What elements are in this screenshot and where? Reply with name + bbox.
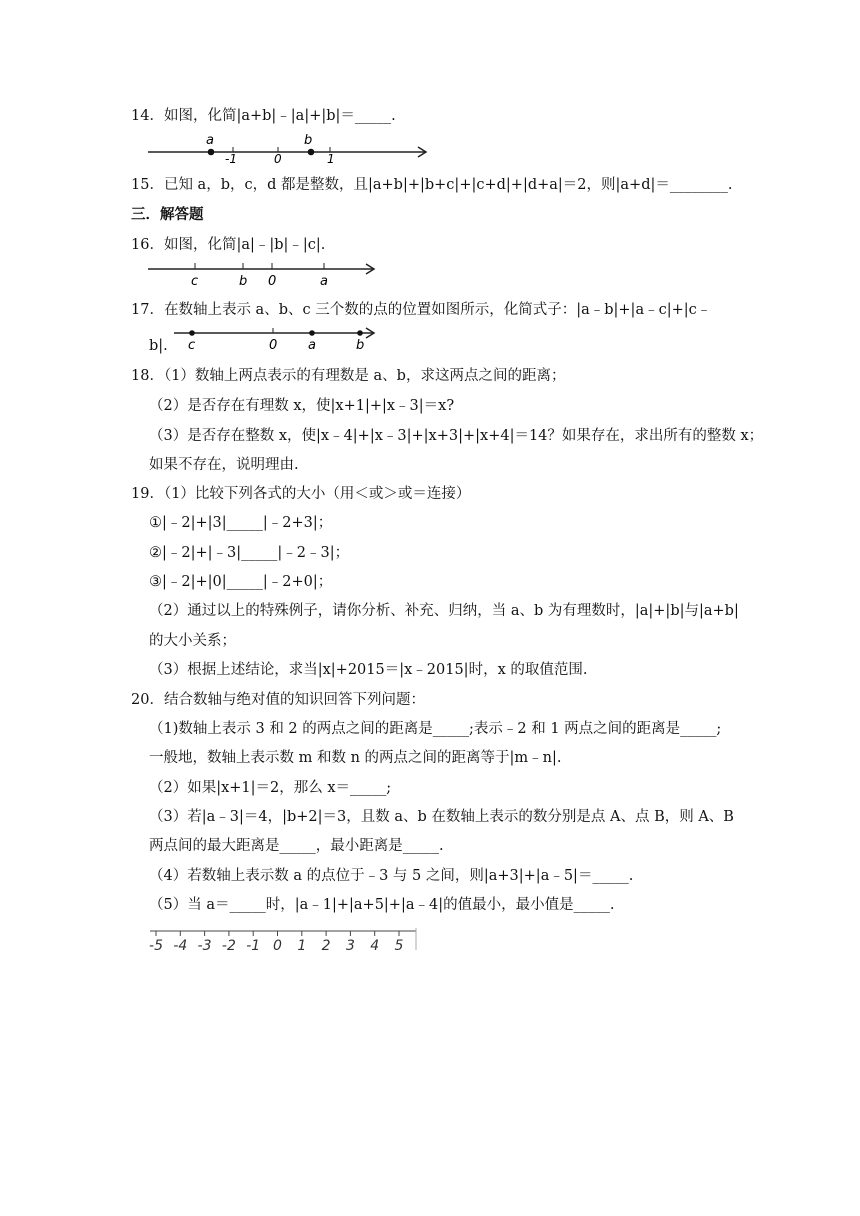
question-19-part3: （3）根据上述结论，求当|x|+2015＝|x﹣2015|时，x 的取值范围. [149, 662, 588, 678]
number-line-q16 [146, 258, 386, 290]
axis17-label-c: c [188, 338, 196, 353]
axis14-label-b: b [304, 133, 313, 148]
axis20-label: 2 [321, 938, 331, 954]
question-18-part2: （2）是否存在有理数 x，使|x+1|+|x﹣3|＝x? [149, 398, 455, 414]
question-20-part4: （4）若数轴上表示数 a 的点位于﹣3 与 5 之间，则|a+3|+|a﹣5|＝_____. [149, 868, 634, 884]
axis16-label-0: 0 [268, 274, 277, 289]
question-20-part3: （3）若|a﹣3|＝4，|b+2|＝3，且数 a、b 在数轴上表示的数分别是点 A、点 B，则 A、B [149, 809, 734, 825]
question-16: 16．如图，化简|a|﹣|b|﹣|c|. [131, 237, 326, 253]
axis20-label: 0 [273, 938, 282, 954]
question-18-part1: 18．（1）数轴上两点表示的有理数是 a、b，求这两点之间的距离； [131, 368, 566, 384]
axis17-label-0: 0 [269, 338, 278, 353]
question-18-part3-cont: 如果不存在，说明理由. [149, 457, 299, 473]
question-14: 14．如图，化简|a+b|﹣|a|+|b|＝_____. [131, 108, 396, 124]
question-17-line2: b|. [149, 338, 168, 354]
question-20: 20．结合数轴与绝对值的知识回答下列问题： [131, 692, 425, 708]
question-20-part1: （1)数轴上表示 3 和 2 的两点之间的距离是_____;表示﹣2 和 1 两点之间的距离是_____; [149, 721, 722, 737]
axis20-label: -4 [173, 938, 188, 954]
axis20-label: 1 [297, 938, 307, 954]
question-19-item3: ③|﹣2|+|0|_____|﹣2+0|； [149, 574, 333, 590]
section-heading: 三．解答题 [131, 207, 204, 223]
question-19-item1: ①|﹣2|+|3|_____|﹣2+3|； [149, 515, 333, 531]
axis16-label-b: b [239, 274, 248, 289]
axis20-label: -5 [149, 938, 163, 954]
axis20-label: 4 [370, 938, 380, 954]
axis17-label-a: a [308, 338, 316, 353]
axis20-label: 5 [394, 938, 404, 954]
axis17-label-b: b [356, 338, 365, 353]
axis16-label-a: a [320, 274, 328, 289]
question-20-part3-cont: 两点间的最大距离是_____，最小距离是_____. [149, 838, 444, 854]
axis20-label: -1 [246, 938, 261, 954]
question-20-part5: （5）当 a＝_____时，|a﹣1|+|a+5|+|a﹣4|的值最小，最小值是_____. [149, 897, 615, 913]
axis20-label: -3 [197, 938, 212, 954]
question-20-part2: （2）如果|x+1|＝2，那么 x＝_____; [149, 780, 392, 796]
question-19-item2: ②|﹣2|+|﹣3|_____|﹣2﹣3|； [149, 545, 350, 561]
question-19-part2-cont: 的大小关系； [149, 633, 236, 649]
question-19-part2: （2）通过以上的特殊例子，请你分析、补充、归纳，当 a、b 为有理数时，|a|+|b|与|a+b| [149, 603, 739, 619]
number-line-q14 [146, 130, 436, 166]
question-20-part1-cont: 一般地，数轴上表示数 m 和数 n 的两点之间的距离等于|m﹣n|. [149, 750, 562, 766]
question-17-line1: 17．在数轴上表示 a、b、c 三个数的点的位置如图所示，化简式子：|a﹣b|+|a﹣c|+|c﹣ [131, 302, 712, 318]
number-line-q17 [172, 322, 387, 352]
axis14-label-neg1: -1 [225, 152, 237, 166]
axis20-label: -2 [221, 938, 236, 954]
axis14-label-a: a [206, 133, 214, 148]
question-19-part1: 19．（1）比较下列各式的大小（用＜或＞或＝连接） [131, 486, 471, 502]
axis16-label-c: c [191, 274, 199, 289]
number-line-q20 [148, 926, 420, 954]
question-18-part3: （3）是否存在整数 x，使|x﹣4|+|x﹣3|+|x+3|+|x+4|＝14？如果存在，求出所有的整数 x； [149, 428, 764, 444]
question-15: 15．已知 a，b，c，d 都是整数，且|a+b|+|b+c|+|c+d|+|d+a|＝2，则|a+d|＝________. [131, 177, 733, 193]
axis14-label-1: 1 [327, 152, 335, 166]
axis14-label-0: 0 [274, 152, 282, 166]
axis20-label: 3 [345, 938, 355, 954]
